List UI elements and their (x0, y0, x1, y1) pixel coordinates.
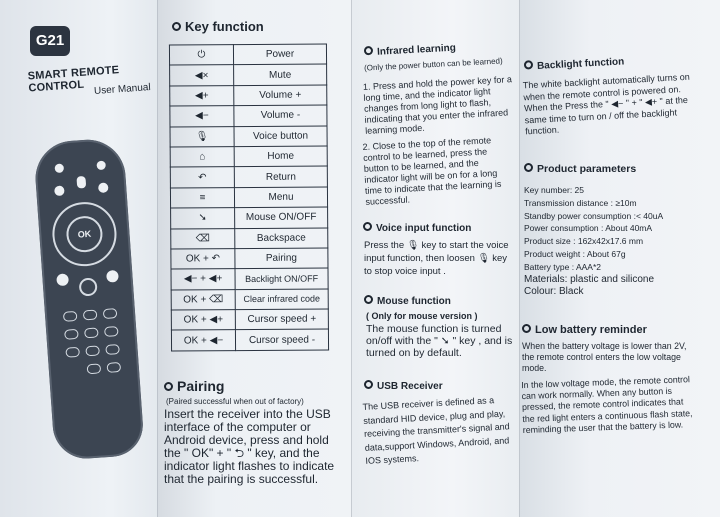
num-6-key-icon (104, 326, 119, 337)
power-symbol-icon (524, 60, 533, 69)
pairing-text: Insert the receiver into the USB interface of the computer or Android device, press and hold the " OK" + " ⮌ " key, and the indicator light flashes to indicate that the pairing is successful. (164, 407, 335, 486)
param-line: Key number: 25 (524, 185, 585, 195)
mic-button-icon (76, 176, 86, 189)
param-line: Standby power consumption :< 40uA (524, 210, 664, 221)
power-symbol-icon (164, 382, 173, 391)
cover-subtitle: User Manual (93, 82, 152, 97)
key-function-table (169, 43, 329, 351)
key-label: Return (234, 166, 327, 187)
param-line: Transmission distance : ≥10m (524, 197, 637, 208)
key-row (171, 329, 328, 350)
volume-up-icon (96, 161, 106, 171)
key-icon: ◀− (170, 106, 234, 127)
key-row (170, 146, 327, 167)
num-5-key-icon (84, 327, 99, 338)
key-label: Backlight ON/OFF (235, 268, 328, 289)
return-button-icon (79, 277, 98, 296)
param-line: Product size : 162x42x17.6 mm (524, 236, 644, 247)
cover-title: SMART REMOTE CONTROL (27, 64, 120, 95)
usb-text: The USB receiver is defined as a standard HID device, plug and play, receiving the transmitter's signal and data,support Windows, Android, and IOS systems. (362, 395, 510, 466)
infrared-note: (Only the power button can be learned) (363, 56, 503, 73)
backlight-heading: Backlight function (524, 55, 625, 72)
infrared-step-2: 2. Close to the top of the remote control to be learned, press the button to be learned, and the indicator light will be on for a long time to indicate that the learning is successful. (362, 135, 502, 207)
power-symbol-icon (364, 295, 373, 304)
key-icon: OK + ⌫ (171, 289, 235, 310)
key-icon: ➘ (171, 208, 235, 229)
key-function-heading: Key function (172, 19, 264, 34)
num-1-key-icon (63, 311, 78, 322)
voice-text: Press the 🎙 key to start the voice input function, then loosen 🎙 key to stop voice input . (364, 240, 509, 277)
key-row (170, 64, 327, 85)
infrared-heading: Infrared learning (364, 42, 456, 59)
key-row (171, 268, 328, 289)
num-extra-key-icon (107, 362, 122, 373)
key-label: Home (234, 146, 327, 167)
usb-heading: USB Receiver (364, 380, 443, 392)
key-row (170, 85, 327, 106)
key-icon: ◀× (170, 65, 234, 86)
power-symbol-icon (522, 324, 531, 333)
pairing-note: (Paired successful when out of factory) (166, 397, 304, 406)
mouse-text: The mouse function is turned on/off with the " ➘ " key , and is turned on by default. (366, 323, 513, 359)
key-label: Volume + (234, 85, 327, 106)
key-row (171, 309, 328, 330)
back-button-icon (54, 185, 65, 196)
backlight-text: The white backlight automatically turns on when the remote control is powered on. When the Press the " ◀− " + " ◀+ " at the same time to turn on / off the backlight function. (522, 71, 690, 137)
power-button-icon (55, 163, 65, 173)
params-list (524, 184, 696, 299)
key-icon: OK + ◀− (171, 330, 235, 351)
num-2-key-icon (83, 309, 98, 320)
key-label: Voice button (234, 126, 327, 147)
model-badge: G21 (30, 26, 70, 56)
home-button-icon (56, 273, 69, 286)
key-label: Cursor speed + (235, 309, 328, 330)
voice-heading: Voice input function (363, 222, 471, 234)
power-symbol-icon (172, 22, 181, 31)
key-icon: ⌂ (170, 147, 234, 168)
key-label: Cursor speed - (235, 329, 328, 350)
lowbat-text-1: When the battery voltage is lower than 2V, the remote control enters the low voltage mode. (522, 341, 687, 374)
pairing-heading: Pairing (164, 378, 224, 394)
num-7-key-icon (65, 347, 80, 358)
key-icon: ◀− + ◀+ (171, 269, 235, 290)
param-line: Power consumption : About 40mA (524, 223, 653, 234)
key-label: Volume - (234, 105, 327, 126)
key-row (171, 289, 328, 310)
param-line: Product weight : About 67g (524, 248, 626, 259)
mouse-note: ( Only for mouse version ) (366, 311, 478, 321)
key-row (170, 105, 327, 126)
key-label: Power (233, 44, 326, 65)
power-symbol-icon (524, 163, 533, 172)
num-4-key-icon (64, 329, 79, 340)
key-row (171, 207, 328, 228)
key-row (171, 248, 328, 269)
power-symbol-icon (364, 46, 373, 55)
ok-button-icon: OK (65, 215, 103, 253)
power-symbol-icon (364, 380, 373, 389)
key-icon: 🎙 (170, 126, 234, 147)
key-row (169, 44, 326, 65)
num-0-key-icon (87, 363, 102, 374)
menu-button-icon (98, 182, 109, 193)
power-symbol-icon (363, 222, 372, 231)
key-icon: ≡ (170, 187, 234, 208)
num-3-key-icon (103, 308, 118, 319)
key-row (170, 187, 327, 208)
key-row (171, 227, 328, 248)
key-icon: ◀+ (170, 85, 234, 106)
key-label: Clear infrared code (235, 289, 328, 310)
key-icon: OK + ◀+ (171, 310, 235, 331)
key-icon: ↶ (170, 167, 234, 188)
param-line: Battery type : AAA*2 (524, 261, 602, 272)
infrared-step-1: 1. Press and hold the power key for a long time, and the indicator light changes from long light to flash, indicating that you enter the infrared learning mode. (362, 74, 513, 136)
key-row (170, 126, 327, 147)
cover-panel (0, 0, 158, 517)
lowbat-text-2: In the low voltage mode, the remote control can work normally. When any button is pressed, the remote control indicates that the red light enters a continuous flash state, reminding the user that the battery is low. (521, 374, 693, 435)
key-label: Pairing (235, 248, 328, 269)
params-heading: Product parameters (524, 163, 636, 175)
param-line: Colour: Black (524, 286, 584, 298)
key-label: Menu (234, 187, 327, 208)
key-row (170, 166, 327, 187)
num-9-key-icon (105, 344, 120, 355)
lowbat-heading: Low battery reminder (522, 324, 647, 336)
key-label: Mouse ON/OFF (235, 207, 328, 228)
key-label: Backspace (235, 227, 328, 248)
key-label: Mute (234, 64, 327, 85)
mouse-button-icon (106, 270, 119, 283)
key-icon: ⌫ (171, 228, 235, 249)
mouse-heading: Mouse function (364, 295, 451, 307)
num-8-key-icon (85, 345, 100, 356)
key-icon: ⏻ (169, 45, 233, 66)
remote-illustration (33, 137, 145, 461)
param-line: Materials: plastic and silicone (524, 273, 655, 285)
key-icon: OK + ↶ (171, 249, 235, 270)
